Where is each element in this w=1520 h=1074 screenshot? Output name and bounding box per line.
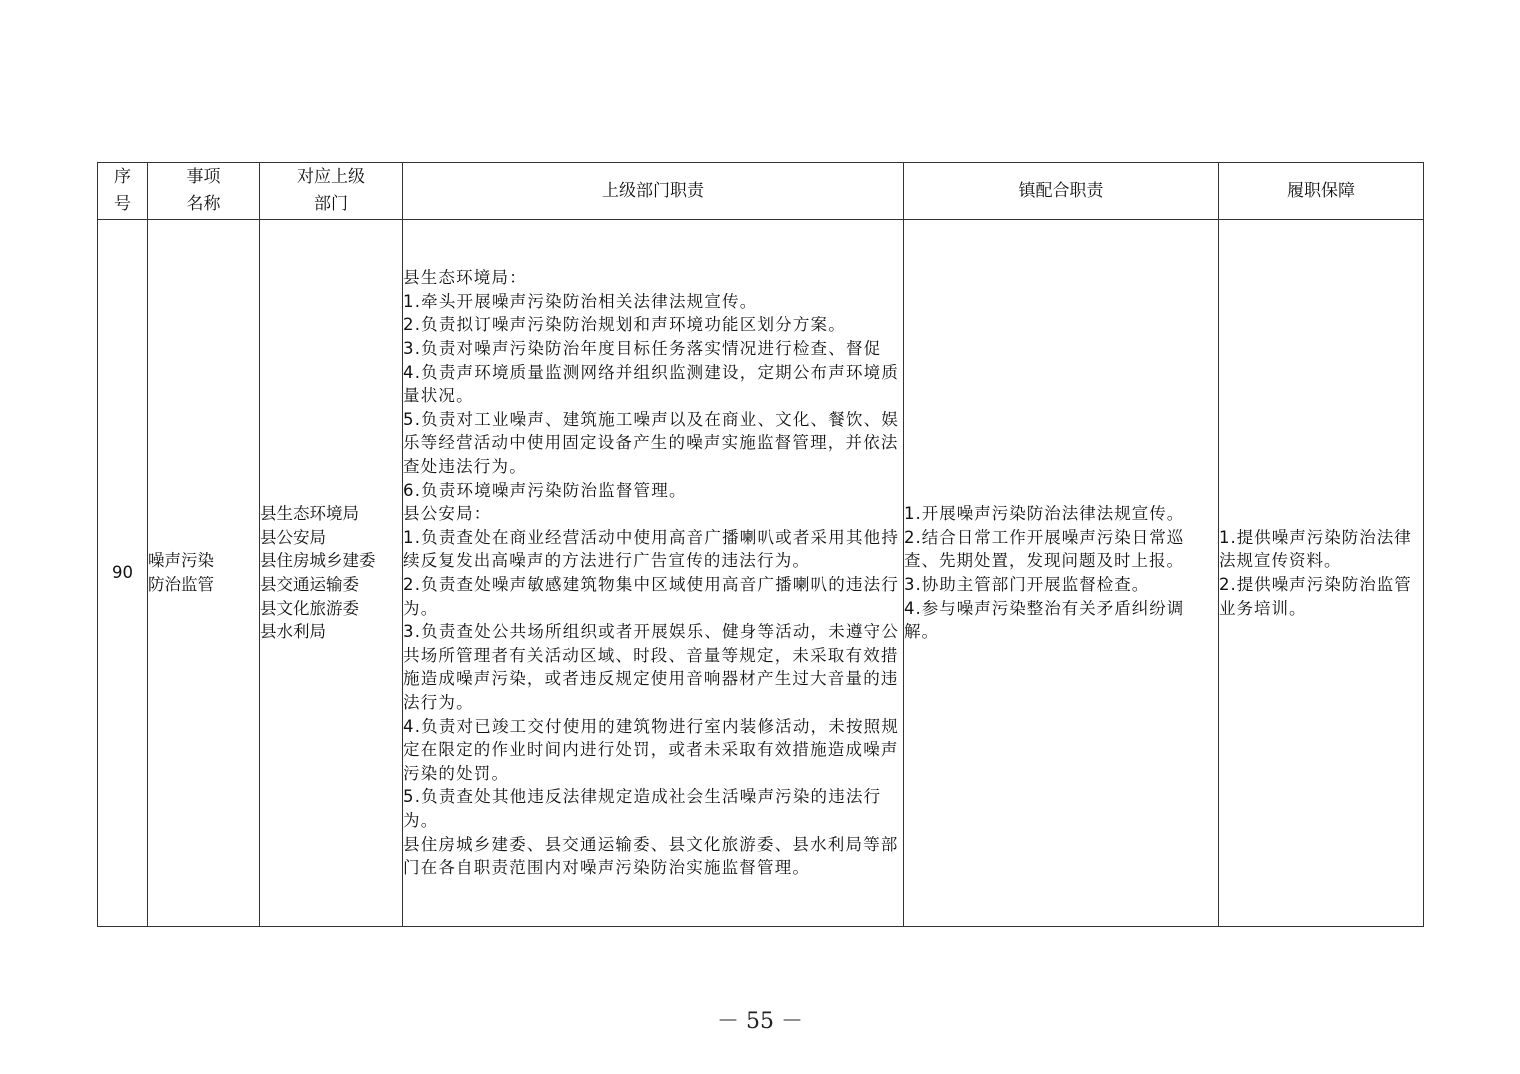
department-item: 县生态环境局 [260,504,359,524]
header-dept [260,163,403,220]
header-row [98,163,1424,220]
upper-duty-paragraph: 县住房城乡建委、县交通运输委、县文化旅游委、县水利局等部门在各自职责范围内对噪声污染防治实施监督管理。 [403,834,899,878]
town-duty-item: 1.开展噪声污染防治法律法规宣传。 [904,504,1185,524]
header-seq [98,163,148,220]
duty-table [97,162,1424,927]
department-item: 县交通运输委 [260,575,359,594]
department-item: 县住房城乡建委 [260,551,376,571]
upper-duty-paragraph: 2.负责查处噪声敏感建筑物集中区域使用高音广播喇叭的违法行为。 [403,575,900,618]
department-item: 县公安局 [260,527,326,547]
town-duty-item: 4.参与噪声污染整治有关矛盾纠纷调解。 [904,598,1185,642]
upper-duty-paragraph: 4.负责声环境质量监测网络并组织监测建设，定期公布声环境质量状况。 [403,362,900,406]
department-item: 县水利局 [260,622,326,642]
row-upper-duties [403,220,904,927]
header-dept-line: 部门 [314,194,348,214]
guarantee-item: 1.提供噪声污染防治法律法规宣传资料。 [1219,527,1412,571]
header-seq-line: 号 [114,194,131,214]
table-row [98,220,1424,927]
header-item [148,163,260,220]
item-name-line: 噪声污染 [148,551,214,571]
header-item-line: 事项 [186,167,221,187]
header-seq-line: 序 [114,167,131,187]
upper-duty-paragraph: 5.负责对工业噪声、建筑施工噪声以及在商业、文化、餐饮、娱乐等经营活动中使用固定设备产生的噪声实施监督管理，并依法查处违法行为。 [403,409,900,477]
item-name-line: 防治监管 [148,575,214,594]
upper-duty-paragraph: 3.负责对噪声污染防治年度目标任务落实情况进行检查、督促 [403,339,882,359]
page-number: － 55 － [717,1009,803,1034]
upper-duty-paragraph: 2.负责拟订噪声污染防治规划和声环境功能区划分方案。 [403,315,846,335]
upper-duty-paragraph: 1.牵头开展噪声污染防治相关法律法规宣传。 [403,291,758,311]
header-item-line: 名称 [186,194,221,214]
upper-duty-paragraph: 5.负责查处其他违反法律规定造成社会生活噪声污染的违法行为。 [403,787,882,830]
upper-duty-paragraph: 3.负责查处公共场所组织或者开展娱乐、健身等活动，未遵守公共场所管理者有关活动区域、时段、音量等规定，未采取有效措施造成噪声污染，或者违反规定使用音响器材产生过大音量的违法行为。 [403,622,900,712]
upper-duty-paragraph: 县生态环境局： [403,268,527,288]
row-town-duties [904,220,1219,927]
header-town-duty: 镇配合职责 [904,163,1219,220]
row-departments [260,220,403,927]
upper-duty-paragraph: 1.负责查处在商业经营活动中使用高音广播喇叭或者采用其他持续反复发出高噪声的方法进行广告宣传的违法行为。 [403,527,900,571]
upper-duty-paragraph: 4.负责对已竣工交付使用的建筑物进行室内装修活动，未按照规定在限定的作业时间内进行处罚，或者未采取有效措施造成噪声污染的处罚。 [403,716,900,783]
header-dept-line: 对应上级 [297,167,365,187]
upper-duty-paragraph: 6.负责环境噪声污染防治监督管理。 [403,480,687,500]
town-duty-item: 2.结合日常工作开展噪声污染日常巡查、先期处置，发现问题及时上报。 [904,527,1185,571]
department-item: 县文化旅游委 [260,598,359,618]
row-seq: 90 [98,220,148,927]
header-guarantee: 履职保障 [1219,163,1424,220]
guarantee-item: 2.提供噪声污染防治监管业务培训。 [1219,575,1412,618]
row-guarantee [1219,220,1424,927]
town-duty-item: 3.协助主管部门开展监督检查。 [904,575,1150,594]
header-upper-duty: 上级部门职责 [403,163,904,220]
upper-duty-paragraph: 县公安局： [403,504,492,524]
row-item-name [148,220,260,927]
